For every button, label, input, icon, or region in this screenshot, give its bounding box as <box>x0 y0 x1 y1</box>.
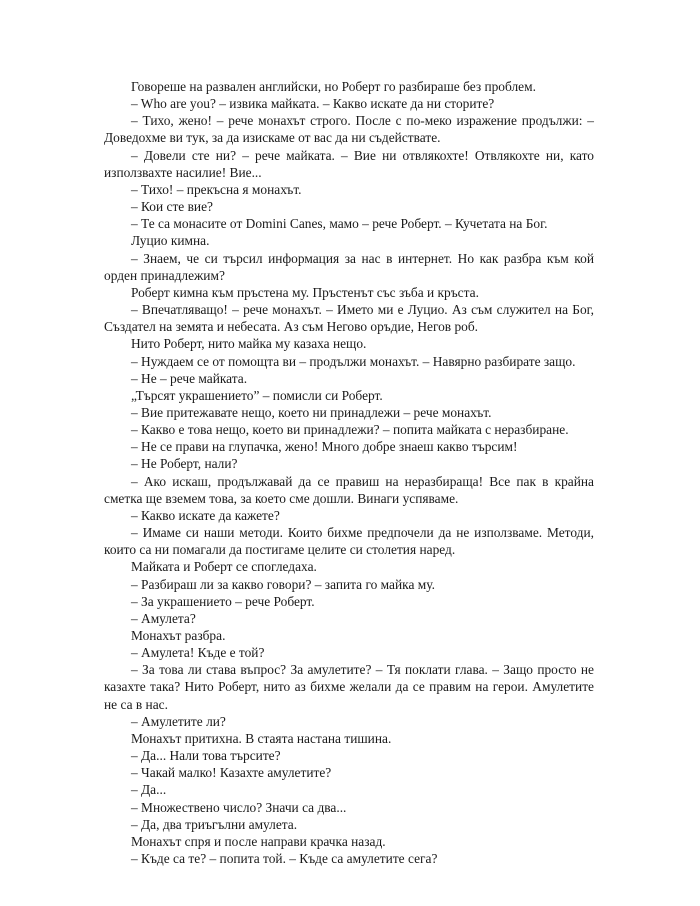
paragraph: – Знаем, че си търсил информация за нас в интернет. Но как разбра към кой орден принадлежим? <box>104 250 594 283</box>
paragraph: – Какво искате да кажете? <box>131 507 280 523</box>
paragraph: – Те са монасите от Domini Canes, мамо – рече Роберт. – Кучетата на Бог. <box>131 216 548 232</box>
paragraph: – Да... <box>131 782 167 798</box>
paragraph: – Какво е това нещо, което ви принадлежи? – попита майката с неразбиране. <box>131 422 569 438</box>
paragraph: – Кои сте вие? <box>131 199 213 215</box>
paragraph: – Довели сте ни? – рече майката. – Вие ни отвлякохте! Отвлякохте ни, като използвахте насилие! Вие... <box>104 147 594 180</box>
paragraph: Луцио кимна. <box>131 233 210 249</box>
paragraph: Майката и Роберт се спогледаха. <box>131 559 317 575</box>
paragraph: – Амулетите ли? <box>131 713 226 729</box>
paragraph: Говореше на развален английски, но Роберт го разбираше без проблем. <box>131 79 536 94</box>
paragraph: Монахът разбра. <box>131 628 226 643</box>
paragraph: – Да... Нали това търсите? <box>131 748 281 764</box>
paragraph: – Амулета! Къде е той? <box>131 645 265 661</box>
paragraph: Монахът притихна. В стаята настана тишина. <box>131 730 392 746</box>
paragraph: – Къде са те? – попита той. – Къде са амулетите сега? <box>131 851 438 867</box>
paragraph: – Не Роберт, нали? <box>131 456 238 472</box>
paragraph: – Не се прави на глупачка, жено! Много добре знаеш какво търсим! <box>131 439 518 455</box>
paragraph: – Вие притежавате нещо, което ни принадлежи – рече монахът. <box>131 404 492 420</box>
document-text <box>104 78 594 867</box>
paragraph: Роберт кимна към пръстена му. Пръстенът със зъба и кръста. <box>131 284 479 300</box>
paragraph: Монахът спря и после направи крачка назад. <box>131 833 386 849</box>
paragraph: – Амулета? <box>131 610 196 626</box>
paragraph: – Чакай малко! Казахте амулетите? <box>131 765 332 781</box>
paragraph: – Впечатляващо! – рече монахът. – Името ми е Луцио. Аз съм служител на Бог, Създател на земята и небесата. Аз съм Негово оръдие, Негов роб. <box>104 302 594 335</box>
paragraph: – Тихо, жено! – рече монахът строго. После с по-меко изражение продължи: – Доведохме ви тук, за да изискаме от вас да ни съдействате. <box>104 113 594 146</box>
paragraph: – Who are you? – извика майката. – Какво искате да ни сторите? <box>131 96 495 112</box>
paragraph: „Търсят украшението” – помисли си Роберт. <box>131 387 383 403</box>
paragraph: – Имаме си наши методи. Които бихме предпочели да не използваме. Методи, които са ни помагали да постигаме целите си столетия наред. <box>104 525 594 558</box>
paragraph: – За украшението – рече Роберт. <box>131 593 315 609</box>
paragraph: – За това ли става въпрос? За амулетите? – Тя поклати глава. – Защо просто не казахте така? Нито Роберт, нито аз бихме желали да се правим на герои. Амулетите не са в нас. <box>104 662 594 712</box>
paragraph: – Множествено число? Значи са два... <box>131 799 347 815</box>
paragraph: – Да, два триъгълни амулета. <box>131 816 298 832</box>
paragraph: – Не – рече майката. <box>131 370 248 386</box>
paragraph: – Нуждаем се от помощта ви – продължи монахът. – Навярно разбирате защо. <box>131 353 576 369</box>
paragraph: Нито Роберт, нито майка му казаха нещо. <box>131 336 367 352</box>
paragraph: – Тихо! – прекъсна я монахът. <box>131 181 302 197</box>
paragraph: – Разбираш ли за какво говори? – запита го майка му. <box>131 576 435 592</box>
paragraph: – Ако искаш, продължавай да се правиш на неразбираща! Все пак в крайна сметка ще вземем това, за което сме дошли. Винаги успяваме. <box>104 473 594 506</box>
